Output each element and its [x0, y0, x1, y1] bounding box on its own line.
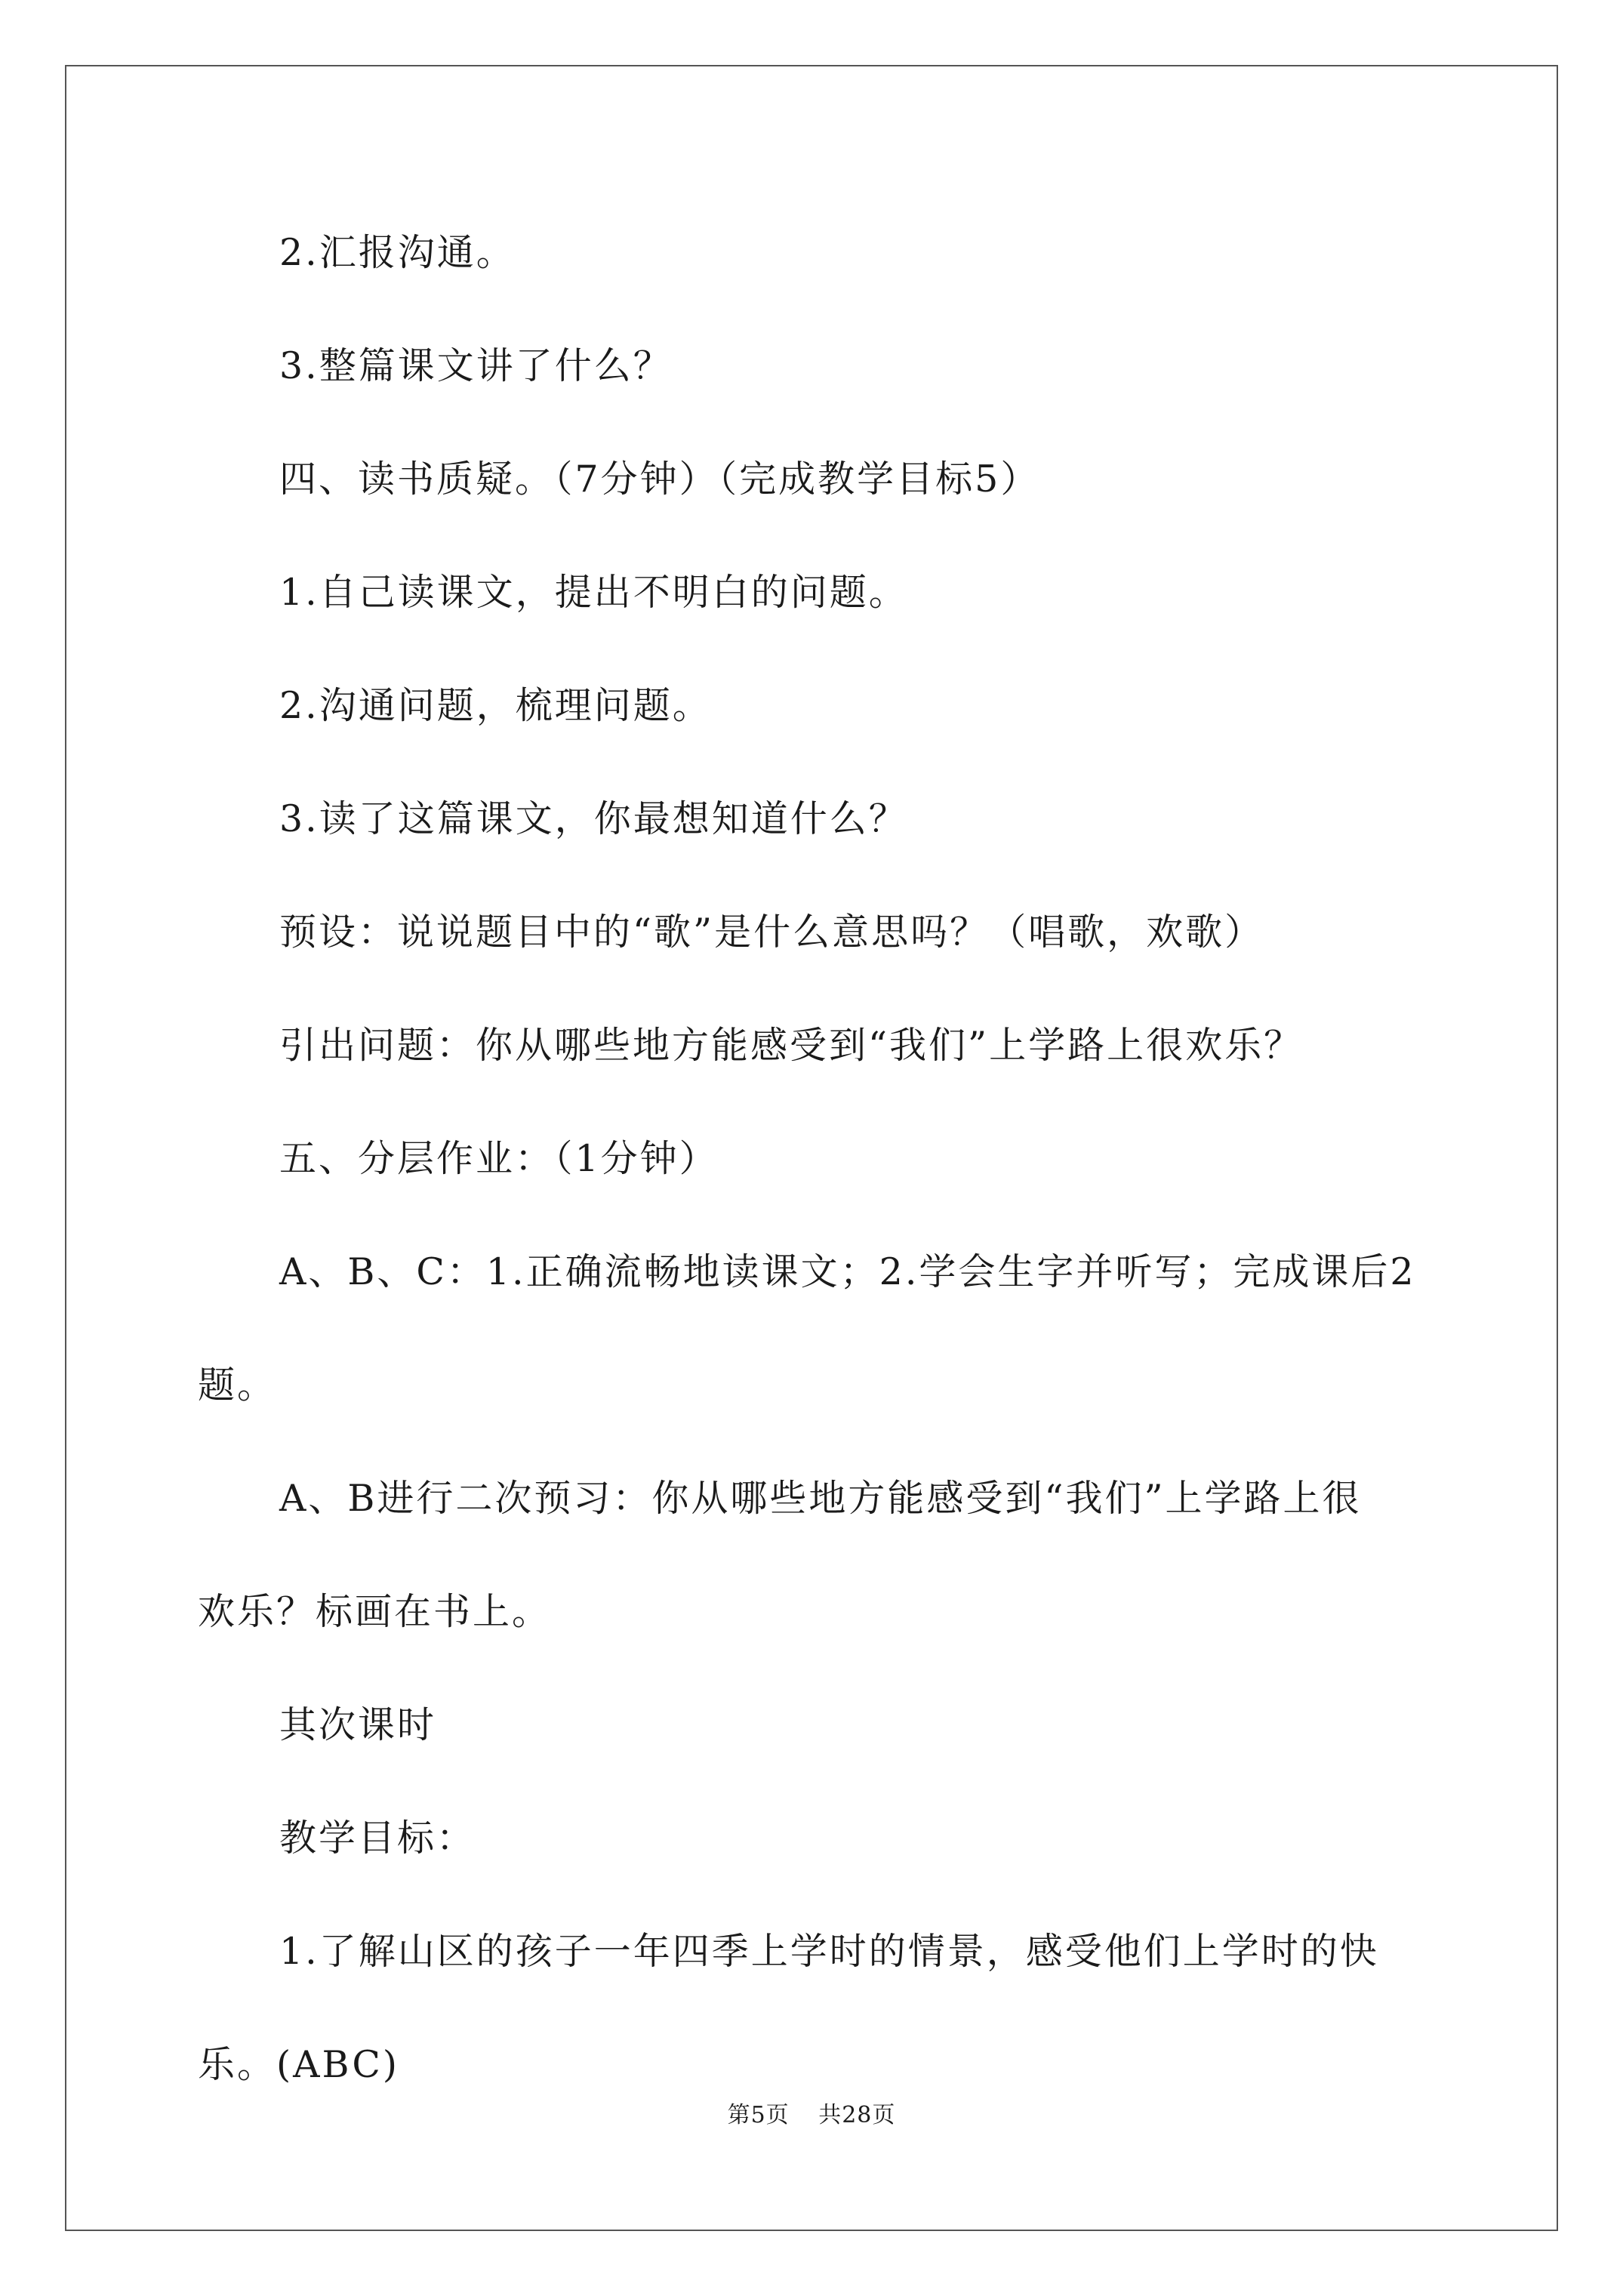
text-line: 2.汇报沟通。	[279, 231, 516, 274]
text-line: 2.沟通问题，梳理问题。	[279, 684, 712, 727]
section-heading: 五、分层作业：（1分钟）	[279, 1137, 719, 1180]
text-line: 预设：说说题目中的“歌”是什么意思吗？（唱歌，欢歌）	[279, 911, 1264, 954]
text-line: 3.整篇课文讲了什么？	[279, 344, 673, 387]
page-number: 第5页	[727, 2102, 790, 2128]
text-line: 3.读了这篇课文，你最想知道什么？	[279, 797, 908, 840]
text-line: 教学目标：	[279, 1817, 476, 1860]
text-line-continuation: 题。	[198, 1364, 277, 1407]
text-line: A、B进行二次预习：你从哪些地方能感受到“我们”上学路上很	[279, 1477, 1362, 1520]
text-line-continuation: 欢乐？标画在书上。	[198, 1590, 552, 1633]
section-heading: 四、读书质疑。（7分钟）（完成教学目标5）	[279, 458, 1040, 501]
section-heading: 其次课时	[279, 1703, 437, 1746]
text-line: A、B、C：1.正确流畅地读课文；2.学会生字并听写；完成课后2	[279, 1250, 1416, 1293]
page-footer	[0, 2100, 1623, 2131]
text-line-continuation: 乐。(ABC)	[198, 2043, 400, 2086]
text-line: 1.了解山区的孩子一年四季上学时的情景，感受他们上学时的快	[279, 1930, 1379, 1973]
text-line: 1.自己读课文，提出不明白的问题。	[279, 571, 908, 614]
page-total: 共28页	[818, 2102, 896, 2128]
text-line: 引出问题：你从哪些地方能感受到“我们”上学路上很欢乐？	[279, 1024, 1304, 1067]
